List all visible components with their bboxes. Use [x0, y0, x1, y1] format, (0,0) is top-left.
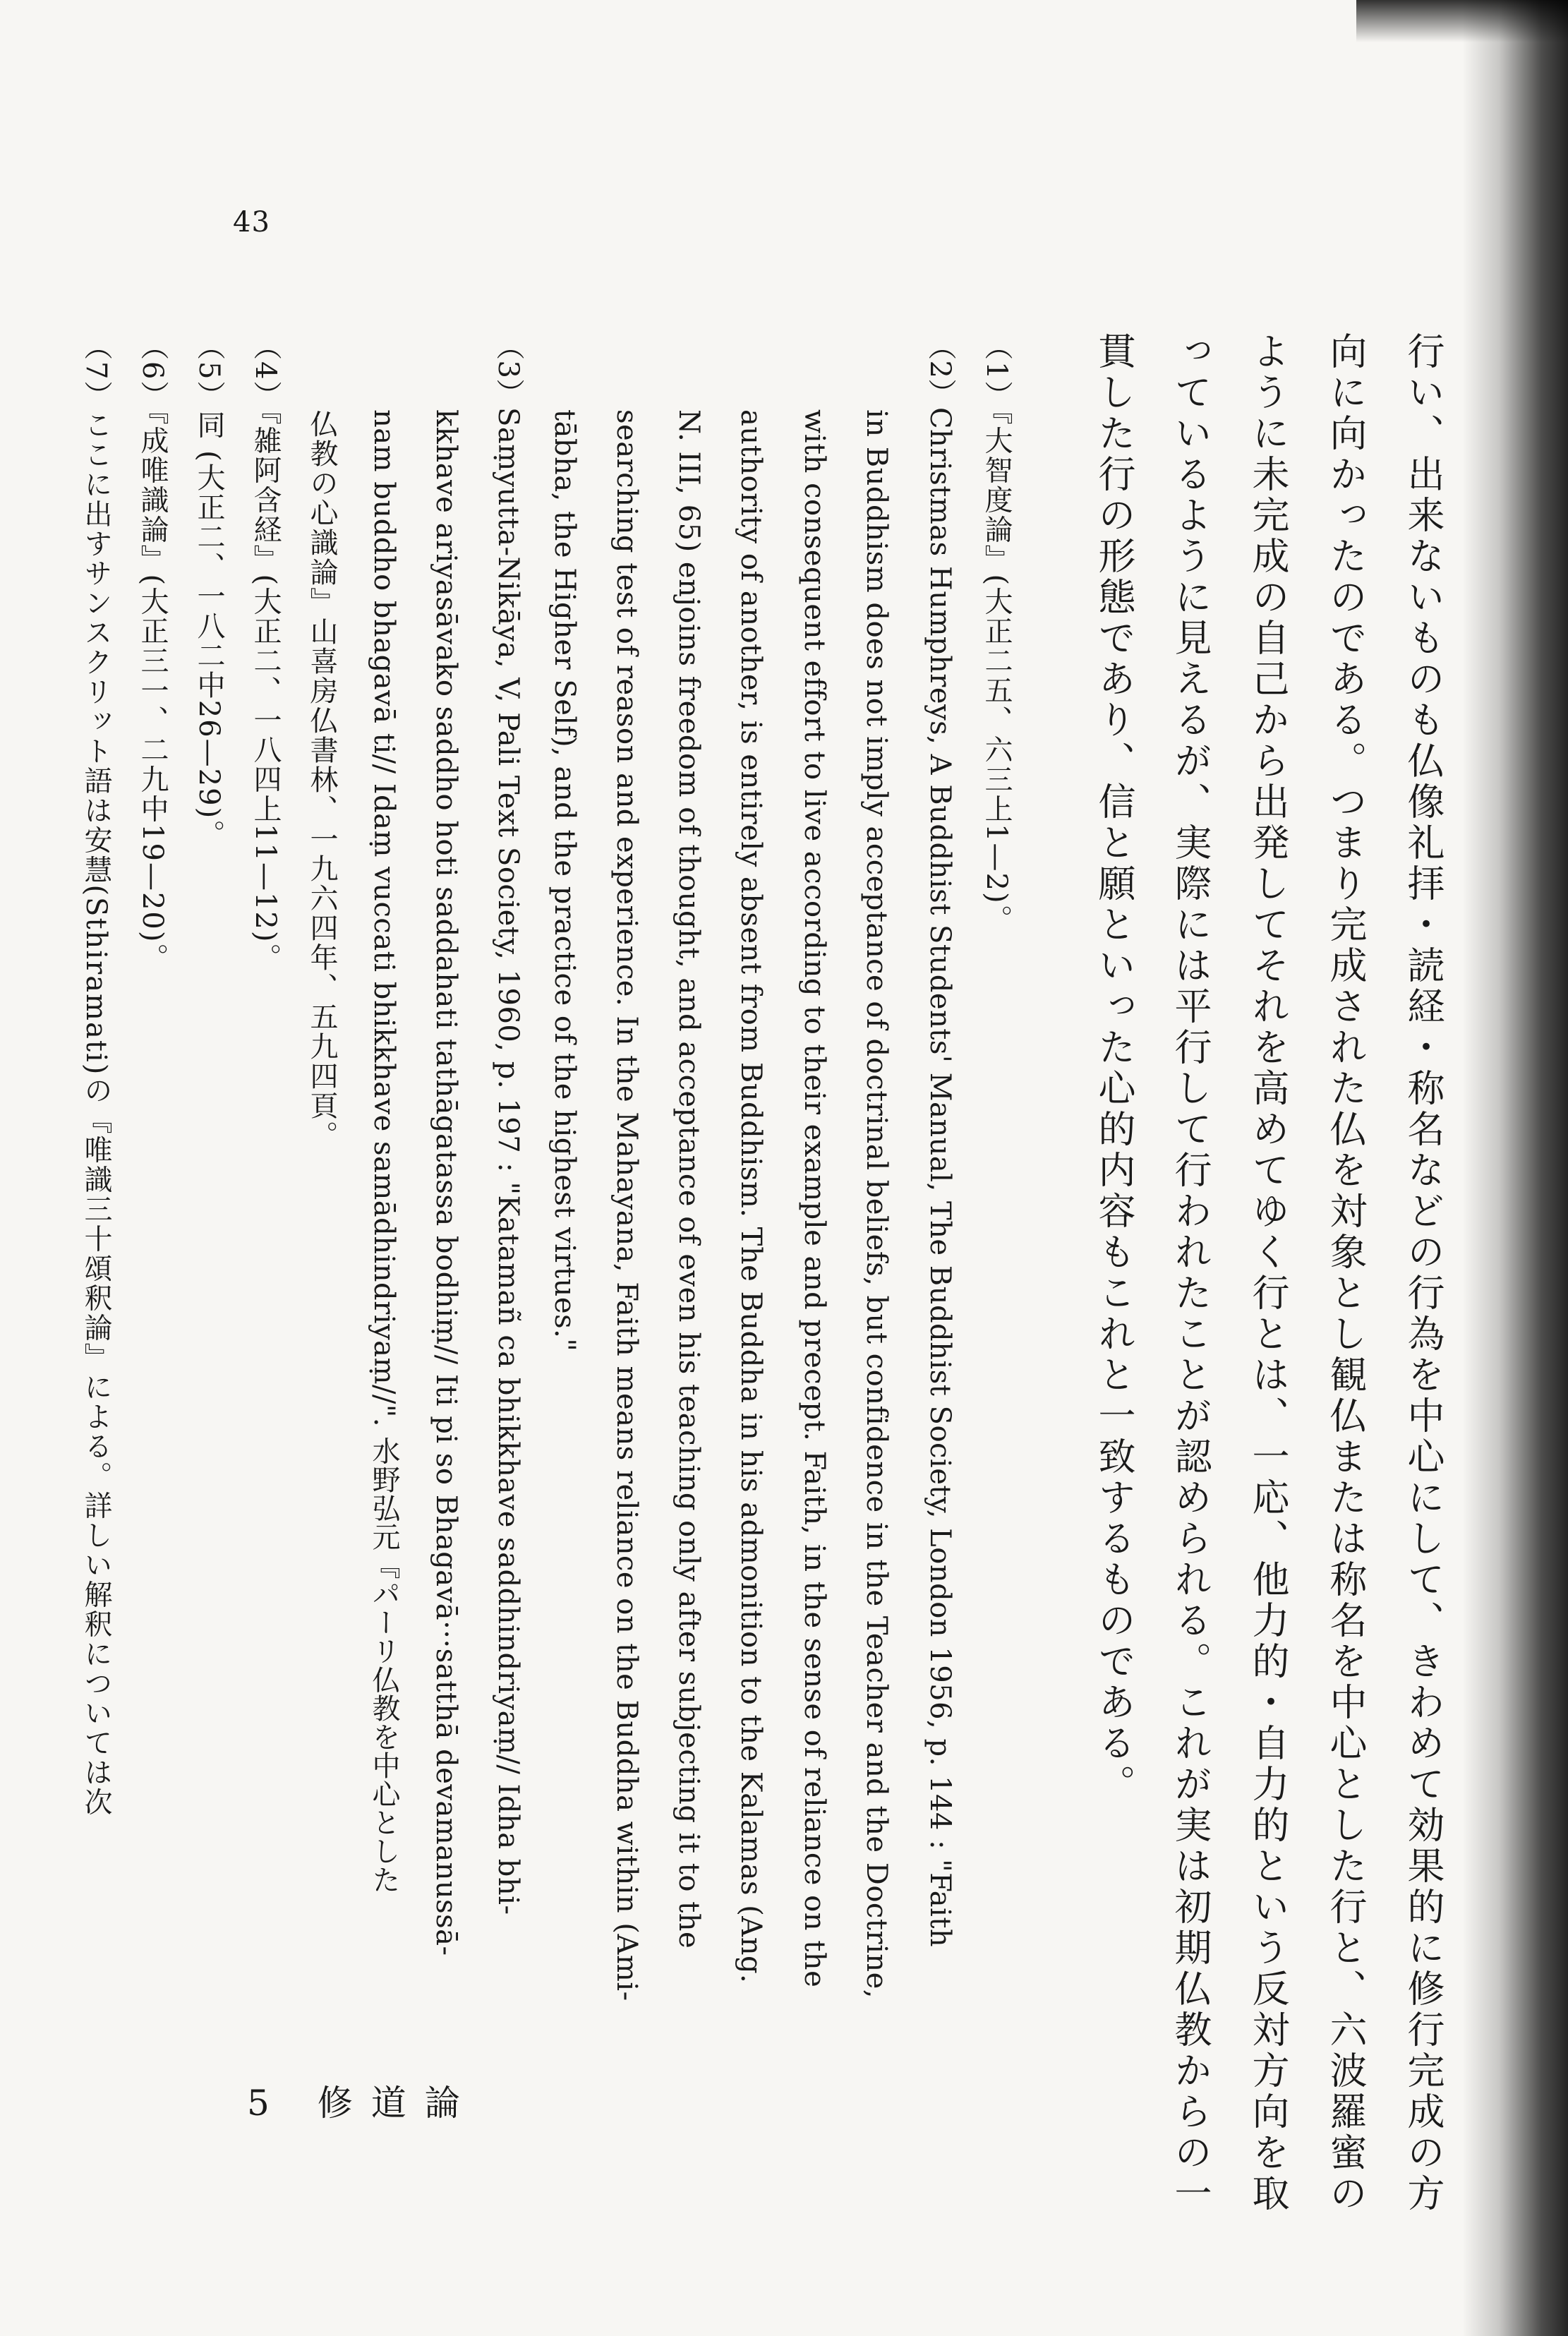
- note-3-line-4: 仏教の心識論』山喜房仏書林、一九六四年、五九四頁。: [306, 409, 338, 1150]
- note-2-line-5: N. III, 65) enjoins freedom of thought, and acceptance of even his teaching only after subjecting it to the: [673, 409, 705, 1949]
- scan-shadow-edge: [1462, 0, 1568, 2336]
- note-1: （1）『大智度論』(大正二五、六三上1—2)。: [980, 332, 1013, 934]
- note-7: （7）ここに出すサンスクリット語は安慧(Sthiramati)の『唯識三十頌釈論』による。詳しい解釈については次: [80, 332, 112, 1817]
- note-3-line-2: kkhave ariyasāvako saddho hoti saddahati tathāgatassa bodhiṃ// Iti pi so Bhagavā···satthā devamanussā-: [430, 409, 462, 1956]
- note-2-line-7: tābha, the Higher Self), and the practice of the highest virtues.": [548, 409, 581, 1352]
- note-3-line-3: nam buddho bhagavā ti// Idaṃ vuccati bhikkhave samādhindriyaṃ//". 水野弘元『パーリ仏教を中心とした: [368, 409, 400, 1894]
- note-2-line-1: （2）Christmas Humphreys, A Buddhist Students' Manual, The Buddhist Society, London 1956, p. 144 : "Faith: [924, 332, 956, 1948]
- note-2-line-3: with consequent effort to live according to their example and precept. Faith, in the sense of reliance on the: [798, 409, 831, 1988]
- running-head: 5 修道論: [247, 2083, 478, 2124]
- note-2-line-6: searching test of reason and experience. In the Mahayana, Faith means reliance on the Buddha within (Ami-: [610, 409, 643, 2001]
- body-line-2: 向に向かったのである。つまり完成された仏を対象とし観仏または称名を中心とした行と、六波羅蜜の: [1324, 332, 1367, 2215]
- note-4: （4）『雑阿含経』(大正二、一八四上11—12)。: [249, 332, 282, 973]
- body-line-3: ように未完成の自己から出発してそれを高めてゆく行とは、一応、他力的・自力的という反対方向を取: [1246, 332, 1289, 2215]
- body-line-1: 行い、出来ないものも仏像礼拝・読経・称名などの行為を中心にして、きわめて効果的に修行完成の方: [1401, 332, 1445, 2215]
- body-line-5: 貫した行の形態であり、信と願といった心的内容もこれと一致するものである。: [1092, 332, 1135, 1805]
- note-2-line-4: authority of another, is entirely absent from Buddhism. The Buddha in his admonition to the Kalamas (Ang.: [735, 409, 767, 1984]
- body-line-4: っているように見えるが、実際には平行して行われたことが認められる。これが実は初期仏教からの一: [1169, 332, 1212, 2215]
- scan-shadow-corner: [1356, 0, 1568, 42]
- note-6: （6）『成唯識論』(大正三一、二九中19—20)。: [136, 332, 169, 973]
- note-3-line-1: （3）Saṃyutta-Nikāya, V, Pali Text Society, 1960, p. 197 : "Katamañ ca bhikkhave saddhindriyaṃ// Idha bhi-: [492, 332, 524, 1915]
- page-number: 43: [233, 206, 270, 239]
- note-2-line-2: in Buddhism does not imply acceptance of doctrinal beliefs, but confidence in the Teacher and the Doctrine,: [860, 409, 893, 1999]
- note-5: （5）同 (大正二、一八二中26—29)。: [193, 332, 225, 850]
